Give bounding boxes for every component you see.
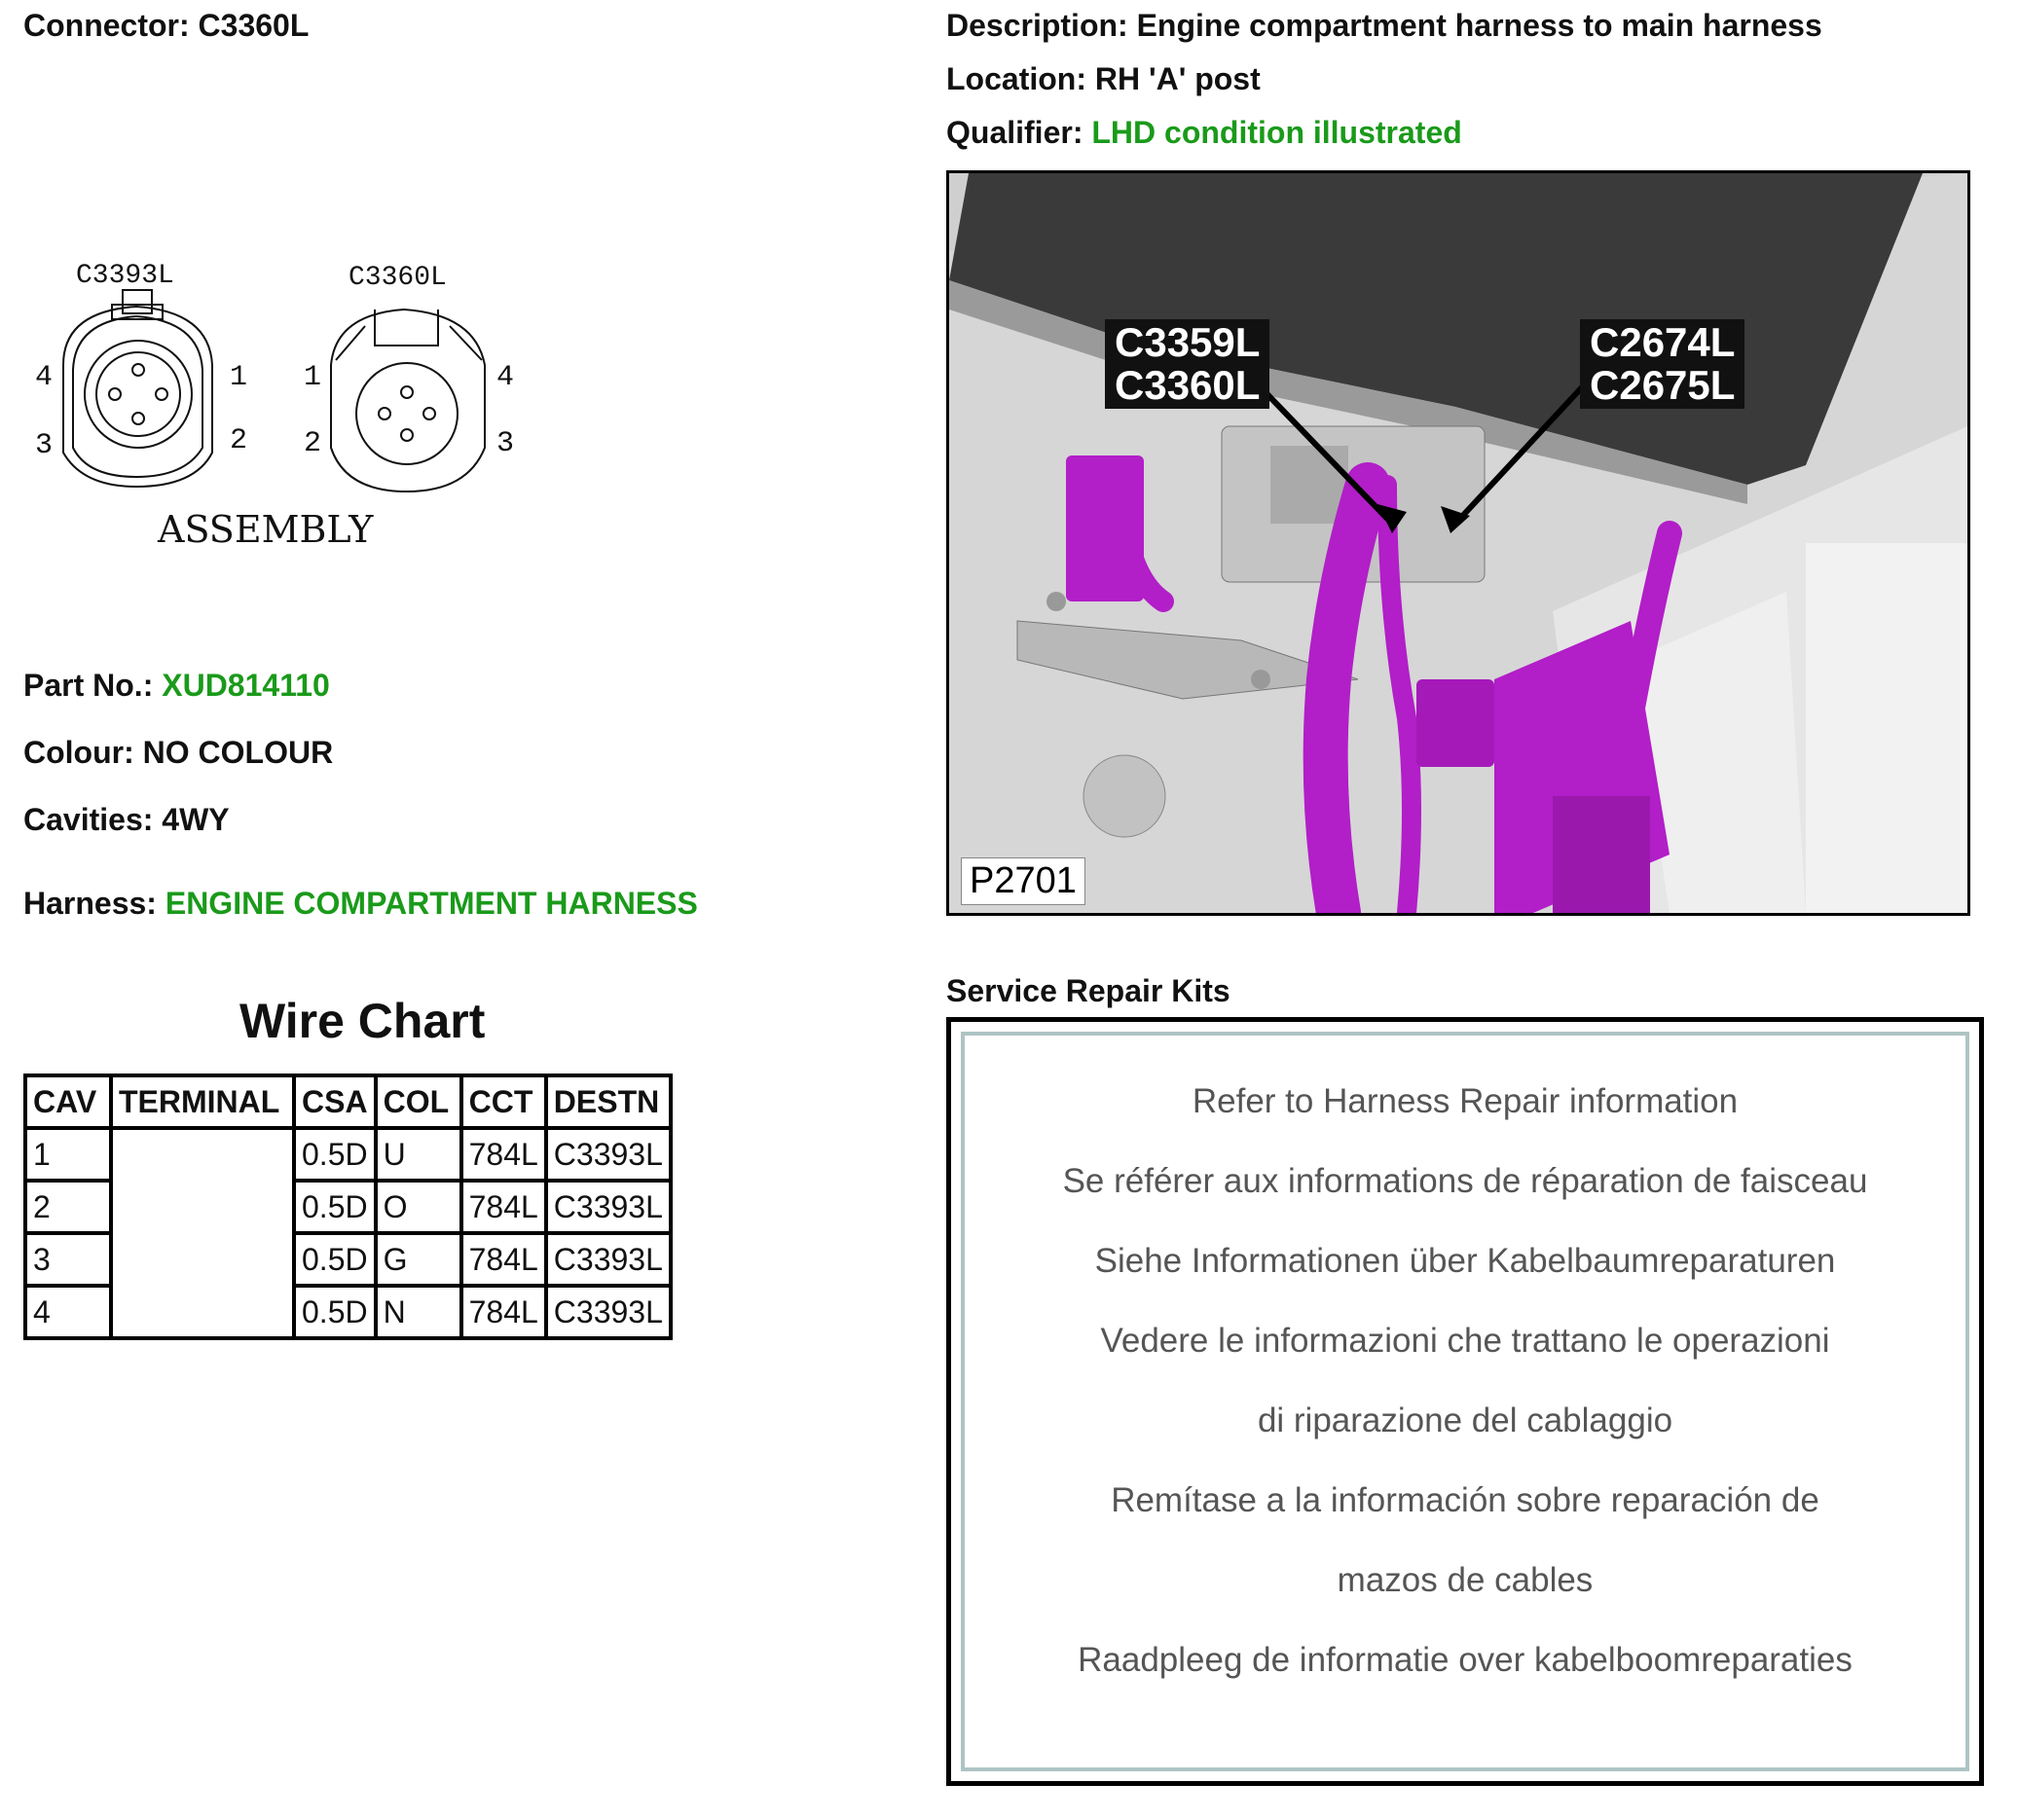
qualifier-field (946, 115, 1462, 151)
wire-chart-title: Wire Chart (239, 994, 486, 1048)
header-destn: DESTN (546, 1075, 671, 1128)
connector-label: Connector: (23, 8, 190, 43)
wire-chart-table (23, 1074, 673, 1340)
service-kits-inner (961, 1032, 1969, 1771)
cell-csa: 0.5D (294, 1128, 376, 1181)
cell-destn: C3393L (546, 1181, 671, 1233)
description-value: Engine compartment harness to main harness (1136, 8, 1822, 43)
cell-cav: 1 (25, 1128, 111, 1181)
cell-cav: 4 (25, 1286, 111, 1338)
callout-c3359l: C3359L (1115, 319, 1261, 365)
harness-location-image (949, 173, 1967, 913)
wire-chart-header-row (25, 1075, 671, 1128)
right-pin-top-right: 4 (496, 361, 515, 394)
right-connector-face (304, 309, 514, 491)
diagram-caption: ASSEMBLY (158, 508, 374, 551)
connector-value: C3360L (198, 8, 310, 43)
cavities-value: 4WY (162, 802, 230, 837)
cell-cct: 784L (461, 1128, 546, 1181)
cell-cav: 3 (25, 1233, 111, 1286)
diagram-left-connector-name: C3393L (76, 261, 174, 291)
part-no-value[interactable]: XUD814110 (162, 668, 330, 703)
right-pin-top-left: 1 (304, 361, 322, 394)
cell-terminal (111, 1128, 294, 1338)
left-connector-face (35, 290, 247, 487)
photo-callout-right (1580, 319, 1744, 409)
cell-cav: 2 (25, 1181, 111, 1233)
cell-cct: 784L (461, 1181, 546, 1233)
kit-line-fr: Se référer aux informations de réparation de faisceau (1062, 1162, 1868, 1200)
description-label: Description: (946, 8, 1128, 43)
qualifier-value: LHD condition illustrated (1091, 115, 1462, 150)
cell-csa: 0.5D (294, 1286, 376, 1338)
left-pin-bottom-left: 3 (35, 429, 54, 462)
kit-line-it-1: Vedere le informazioni che trattano le operazioni (1100, 1322, 1830, 1360)
cell-destn: C3393L (546, 1286, 671, 1338)
location-illustration (946, 170, 1970, 916)
cavities-label: Cavities: (23, 802, 154, 837)
cell-destn: C3393L (546, 1233, 671, 1286)
kit-line-es-1: Remítase a la información sobre reparación de (1111, 1481, 1819, 1519)
harness-value[interactable]: ENGINE COMPARTMENT HARNESS (165, 886, 698, 921)
service-kits-title: Service Repair Kits (946, 973, 1230, 1008)
service-kits-box (946, 1017, 1984, 1786)
header-terminal: TERMINAL (111, 1075, 294, 1128)
location-label: Location: (946, 61, 1086, 96)
image-reference: P2701 (961, 857, 1085, 905)
harness-label: Harness: (23, 886, 157, 921)
qualifier-label: Qualifier: (946, 115, 1083, 150)
cavities-field (23, 802, 230, 838)
kit-line-de: Siehe Informationen über Kabelbaumreparaturen (1094, 1242, 1836, 1280)
kit-line-en: Refer to Harness Repair information (1192, 1082, 1739, 1120)
cell-col: O (376, 1181, 461, 1233)
right-pin-bottom-right: 3 (496, 427, 515, 460)
location-value: RH 'A' post (1094, 61, 1261, 96)
kit-line-nl: Raadpleeg de informatie over kabelboomreparaties (1078, 1641, 1853, 1679)
cell-col: G (376, 1233, 461, 1286)
cell-cct: 784L (461, 1286, 546, 1338)
colour-value: NO COLOUR (142, 735, 334, 770)
connector-face-diagram (29, 258, 535, 560)
header-csa: CSA (294, 1075, 376, 1128)
left-pin-top-right: 1 (230, 361, 248, 394)
callout-c2675l: C2675L (1590, 362, 1736, 408)
connector-field (23, 8, 309, 44)
left-pin-bottom-right: 2 (230, 424, 248, 457)
colour-field (23, 735, 333, 771)
cell-col: U (376, 1128, 461, 1181)
part-no-field (23, 668, 330, 704)
location-field (946, 61, 1261, 97)
right-pin-bottom-left: 2 (304, 427, 322, 460)
header-cct: CCT (461, 1075, 546, 1128)
left-pin-top-left: 4 (35, 361, 54, 394)
harness-field (23, 886, 698, 922)
table-row (25, 1128, 671, 1181)
cell-col: N (376, 1286, 461, 1338)
callout-c2674l: C2674L (1590, 319, 1736, 365)
cell-destn: C3393L (546, 1128, 671, 1181)
kit-line-es-2: mazos de cables (1337, 1561, 1594, 1599)
header-cav: CAV (25, 1075, 111, 1128)
photo-callout-left (1105, 319, 1269, 409)
description-field (946, 8, 1822, 44)
callout-c3360l: C3360L (1115, 362, 1261, 408)
cell-csa: 0.5D (294, 1233, 376, 1286)
cell-csa: 0.5D (294, 1181, 376, 1233)
kit-line-it-2: di riparazione del cablaggio (1257, 1401, 1673, 1439)
cell-cct: 784L (461, 1233, 546, 1286)
colour-label: Colour: (23, 735, 134, 770)
part-no-label: Part No.: (23, 668, 154, 703)
header-col: COL (376, 1075, 461, 1128)
diagram-right-connector-name: C3360L (349, 263, 447, 293)
